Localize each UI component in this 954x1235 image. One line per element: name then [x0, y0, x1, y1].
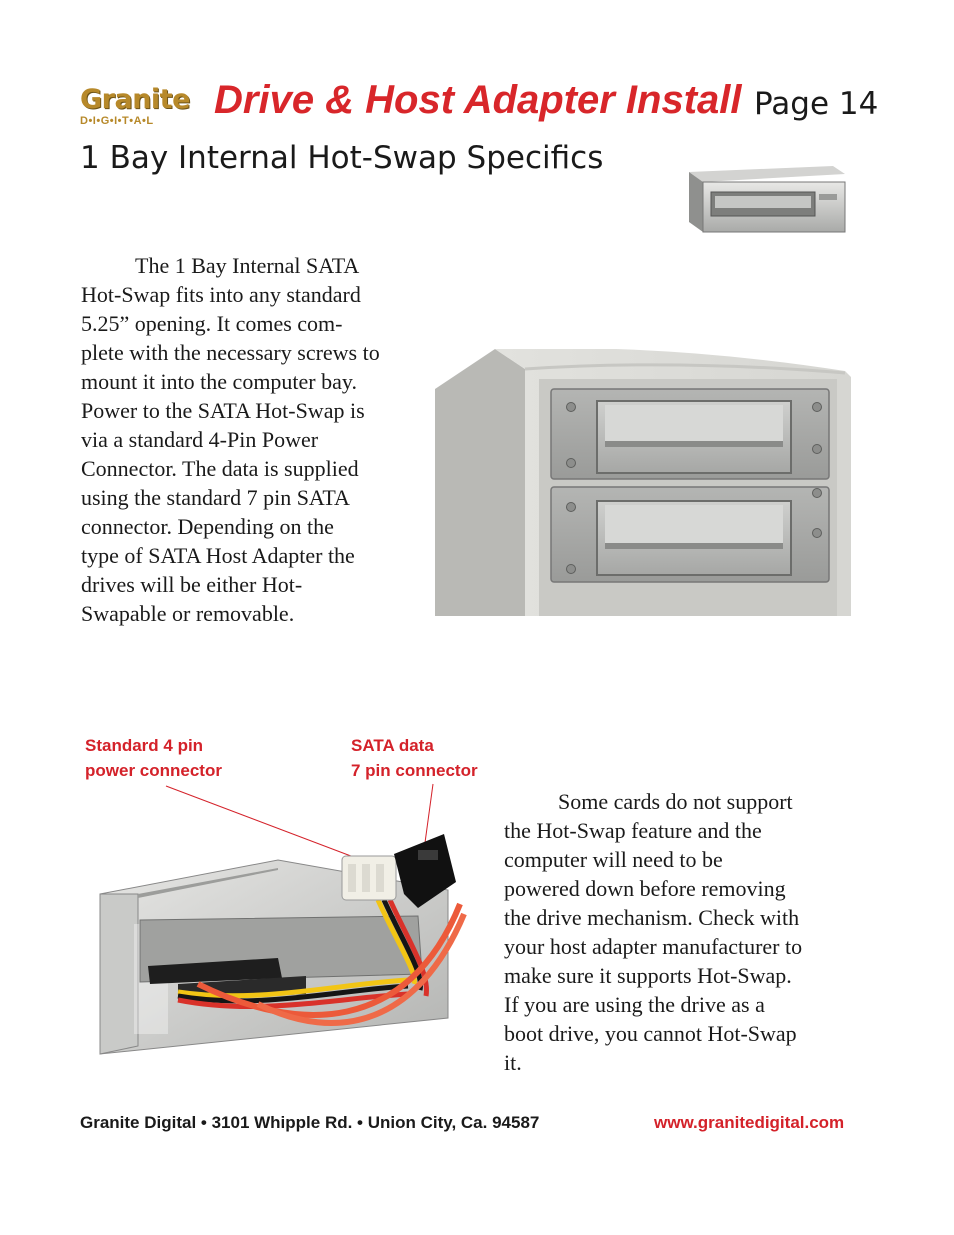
page-title: Drive & Host Adapter Install: [214, 78, 742, 122]
footer-address: Granite Digital • 3101 Whipple Rd. • Union City, Ca. 94587: [80, 1113, 540, 1132]
sata-connector-label: SATA data 7 pin connector: [351, 736, 478, 780]
granite-digital-logo: [80, 86, 194, 132]
power-connector-label: Standard 4 pin power connector: [85, 736, 222, 780]
enclosure-cables-photo: [78, 834, 470, 1056]
hot-swap-note-paragraph: Some cards do not support the Hot-Swap feature and the computer will need to be powered down before removing the drive mechanism. Check with your host adapter manufacturer to make sure it supports Hot-Swap. If you are using the drive as a boot drive, you cannot Hot-Swap it.: [504, 789, 803, 1075]
logo-wordmark: Granite: [80, 84, 190, 115]
logo-subtext: D•I•G•I•T•A•L: [80, 115, 154, 127]
intro-paragraph: The 1 Bay Internal SATA Hot-Swap fits into any standard 5.25” opening. It comes com- plete with the necessary screws to mount it into the computer bay. Power to the SATA Hot-Swap is via a standard 4-Pin Power Connector. The data is supplied using the standard 7 pin SATA connector. Depending on the type of SATA Host Adapter the drives will be either Hot- Swapable or removable.: [81, 253, 380, 626]
computer-case-bays-photo: [435, 349, 851, 616]
hot-swap-enclosure-photo: [683, 162, 849, 238]
section-title: 1 Bay Internal Hot-Swap Specifics: [80, 140, 604, 176]
footer-website-link[interactable]: www.granitedigital.com: [654, 1113, 845, 1132]
page-number: Page 14: [754, 86, 879, 122]
